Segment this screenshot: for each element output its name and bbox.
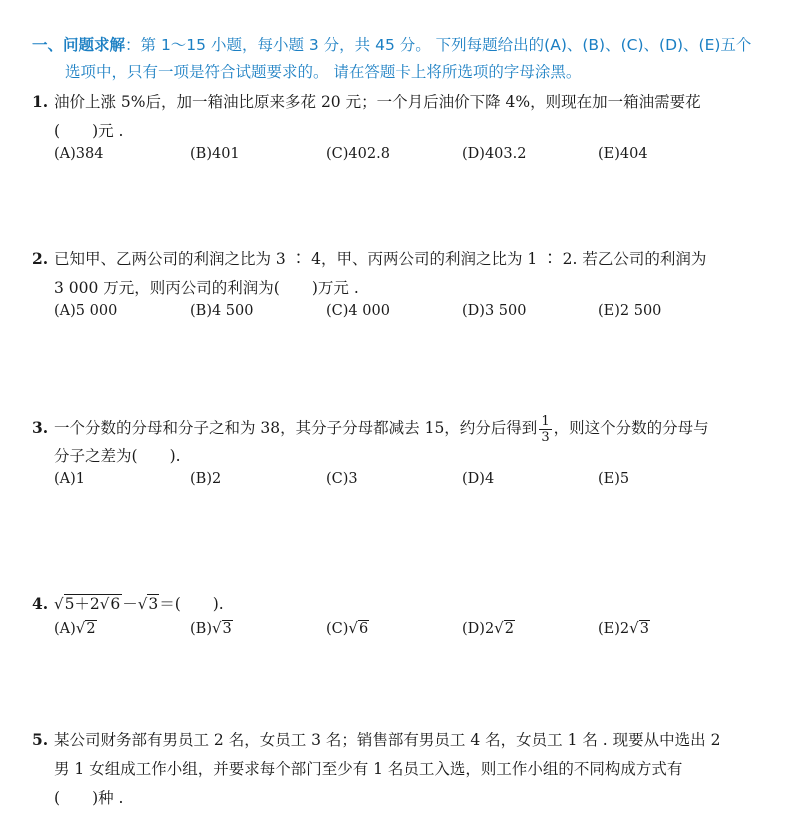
option-d: (D)403.2 (462, 146, 527, 162)
question-stem: 3. 一个分数的分母和分子之和为 38，其分子分母都减去 15，约分后得到 $\frac{1}{3}$ ，则这个分数的分母与 (32, 410, 772, 446)
option-d: (D)4 (462, 471, 495, 487)
question-stem: 1. 油价上涨 5%后，加一箱油比原来多花 20 元；一个月后油价下降 4%，则现在加一箱油需要花 ( )元 . (32, 87, 772, 146)
options-row (54, 471, 772, 497)
question-4 (32, 589, 772, 645)
option-e: (E)5 (598, 471, 630, 487)
question-number: 4. (32, 594, 49, 613)
option-d: (D)3 500 (462, 303, 527, 319)
option-a: (A)5 000 (54, 303, 118, 319)
option-b: (B)4 500 (190, 303, 254, 319)
question-number: 1. (32, 92, 49, 111)
option-a: (A)384 (54, 146, 104, 162)
option-a: (A)√2 (54, 619, 96, 637)
question-2 (32, 244, 772, 329)
option-e: (E)2√3 (598, 619, 649, 637)
option-e: (E)2 500 (598, 303, 662, 319)
option-c: (C)3 (326, 471, 358, 487)
section-instruction-2: 选项中，只有一项是符合试题要求的。 请在答题卡上将所选项的字母涂黑。 (65, 63, 582, 81)
section-title: 一、问题求解 (32, 36, 126, 54)
question-number: 5. (32, 730, 49, 749)
options-row (54, 619, 772, 645)
sqrt-expression: √5＋2√6 (54, 595, 121, 613)
fraction: $\frac{1}{3}$ (541, 413, 550, 445)
option-b: (B)401 (190, 146, 240, 162)
question-number: 3. (32, 418, 49, 437)
option-c: (C)402.8 (326, 146, 390, 162)
option-e: (E)404 (598, 146, 648, 162)
option-a: (A)1 (54, 471, 86, 487)
option-b: (B)2 (190, 471, 222, 487)
question-1 (32, 87, 772, 172)
section-instruction-1: ：第 1～15 小题，每小题 3 分，共 45 分。 下列每题给出的(A)、(B)、(C)、(D)、(E)五个 (125, 36, 752, 54)
options-row (54, 146, 772, 172)
question-stem: 4. √5＋2√6 －√3＝( ). (32, 589, 772, 619)
option-c: (C)4 000 (326, 303, 390, 319)
option-d: (D)2√2 (462, 619, 514, 637)
question-3: 3. 一个分数的分母和分子之和为 38，其分子分母都减去 15，约分后得到 $\frac{1}{3}$ ，则这个分数的分母与 分子之差为( ). (A)1 (B)2 (C)3 (D)4 (E)5 (32, 410, 772, 497)
question-number: 2. (32, 249, 49, 268)
option-b: (B)√3 (190, 619, 232, 637)
question-stem: 2. 已知甲、乙两公司的利润之比为 3 ∶ 4，甲、丙两公司的利润之比为 1 ∶ 2. 若乙公司的利润为 3 000 万元，则丙公司的利润为( )万元 . (32, 244, 772, 303)
option-c: (C)√6 (326, 619, 369, 637)
options-row (54, 303, 772, 329)
question-stem: 5. 某公司财务部有男员工 2 名，女员工 3 名；销售部有男员工 4 名，女员工 1 名 . 现要从中选出 2 男 1 女组成工作小组，并要求每个部门至少有 1 名员工入选，则工作小组的不同构成方式有 ( )种 . (32, 725, 772, 813)
section-header (32, 32, 772, 86)
